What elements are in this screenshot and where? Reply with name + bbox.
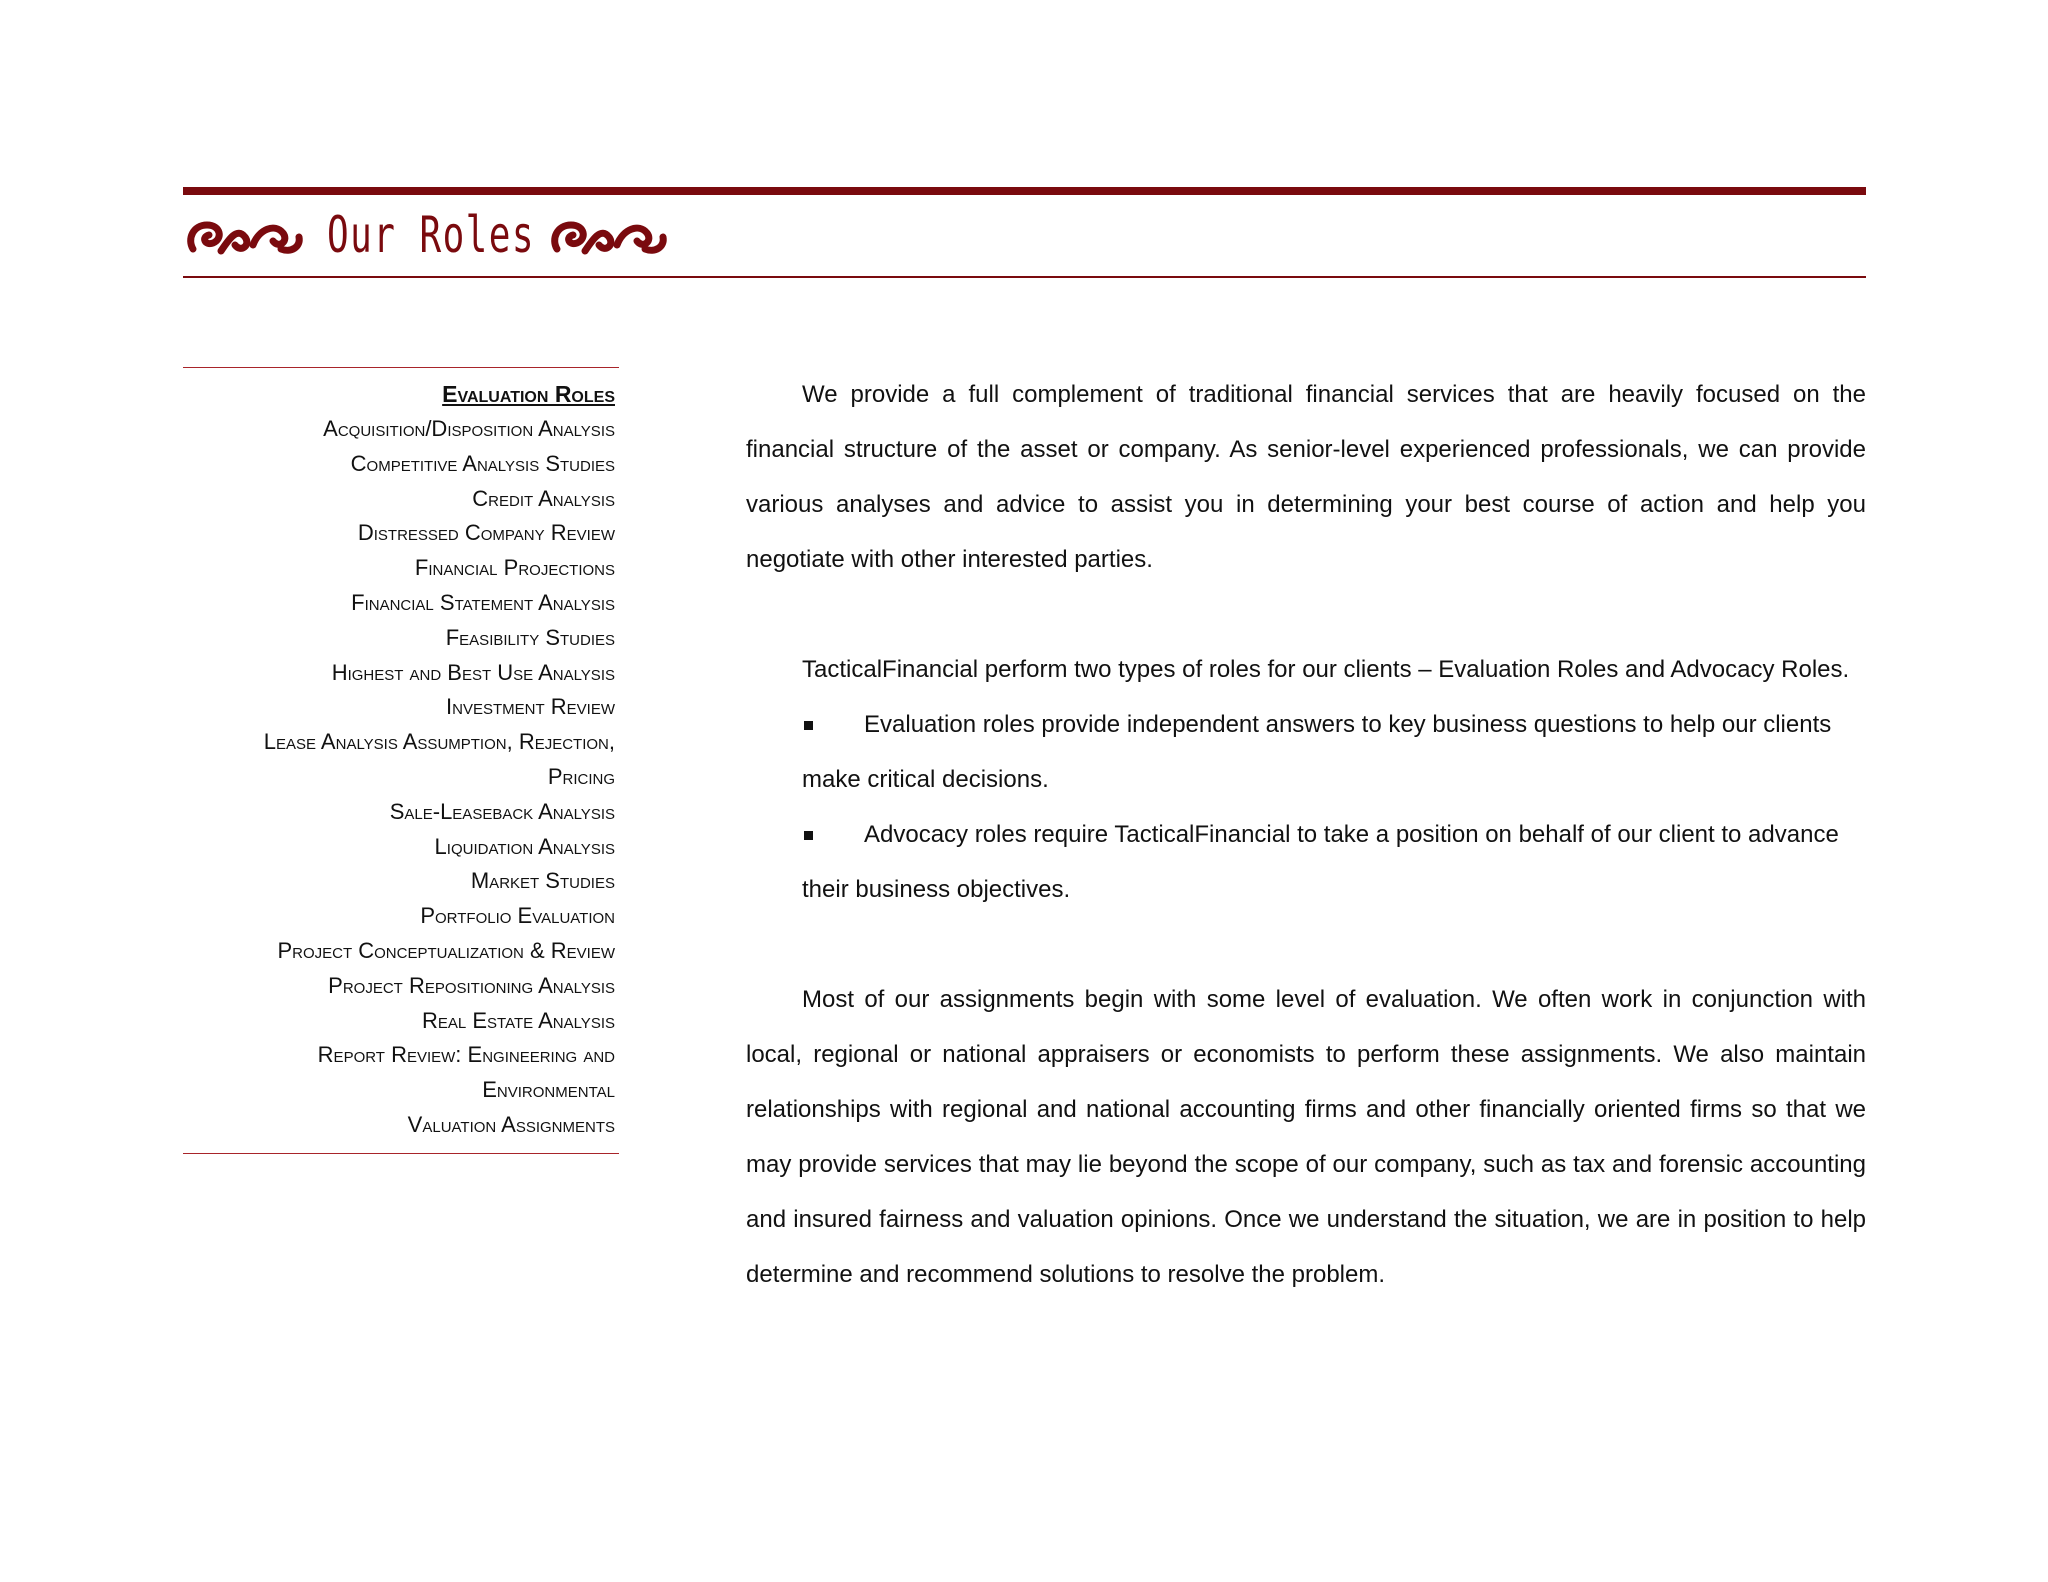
sidebar-item-investment-review: Investment Review [446, 694, 615, 720]
intro-paragraph [746, 367, 1866, 587]
sidebar-item-portfolio-evaluation: Portfolio Evaluation [420, 903, 615, 929]
assignments-paragraph [746, 972, 1866, 1302]
sidebar-item-lease-analysis-cont: Pricing [547, 763, 615, 789]
bullet-icon [804, 721, 813, 730]
sidebar-item-project-conceptualization: Project Conceptualization & Review [277, 937, 615, 963]
bullet-evaluation-roles [746, 697, 1866, 807]
sidebar-item-financial-statement: Financial Statement Analysis [351, 589, 615, 615]
sidebar-list [183, 368, 619, 1153]
left-ornament-icon [183, 209, 309, 261]
sidebar-item-liquidation: Liquidation Analysis [434, 833, 615, 859]
sidebar-item-project-repositioning: Project Repositioning Analysis [328, 972, 615, 998]
sidebar-item-report-review-cont: Environmental [482, 1077, 615, 1103]
sidebar-item-competitive-analysis: Competitive Analysis Studies [350, 450, 615, 476]
bullet-advocacy-roles [746, 807, 1866, 917]
sidebar-item-sale-leaseback: Sale-Leaseback Analysis [389, 798, 615, 824]
assignments-paragraph-text: Most of our assignments begin with some level of evaluation. We often work in conjunction with local, regional or national appraisers or economists to perform these assignments. We also maintain relationships with regional and national accounting firms and other financially oriented firms so that we may provide services that may lie beyond the scope of our company, such as tax and forensic accounting and insured fairness and valuation opinions. Once we understand the situation, we are in position to help determine and recommend solutions to resolve the problem. [746, 986, 1866, 1288]
sidebar-item-feasibility: Feasibility Studies [445, 624, 615, 650]
sidebar-item-lease-analysis: Lease Analysis Assumption, Rejection, [263, 729, 615, 755]
sidebar-item-highest-best-use: Highest and Best Use Analysis [331, 659, 615, 685]
sidebar-bottom-rule [183, 1153, 619, 1154]
header-bottom-rule [183, 276, 1866, 278]
sidebar-heading: Evaluation Roles [442, 381, 615, 407]
main-content [746, 367, 1866, 1302]
evaluation-roles-sidebar [183, 367, 619, 1154]
bullet-text: Evaluation roles provide independent answers to key business questions to help our clients make critical decisions. [802, 711, 1832, 793]
page-header [183, 200, 673, 270]
sidebar-item-market-studies: Market Studies [470, 868, 615, 894]
sidebar-item-valuation-assignments: Valuation Assignments [407, 1111, 615, 1137]
sidebar-item-distressed-company: Distressed Company Review [357, 520, 615, 546]
page-title: Our Roles [327, 206, 536, 264]
sidebar-item-real-estate: Real Estate Analysis [422, 1007, 615, 1033]
bullet-icon [804, 831, 813, 840]
header-top-rule [183, 187, 1866, 195]
bullet-text: Advocacy roles require TacticalFinancial to take a position on behalf of our client to advance their business objectives. [802, 821, 1839, 903]
sidebar-item-acquisition-disposition: Acquisition/Disposition Analysis [323, 416, 615, 441]
sidebar-item-credit-analysis: Credit Analysis [472, 485, 615, 511]
intro-paragraph-text: We provide a full complement of traditional financial services that are heavily focused on the financial structure of the asset or company. As senior-level experienced professionals, we can provide various analyses and advice to assist you in determining your best course of action and help you negotiate with other interested parties. [746, 381, 1866, 573]
sidebar-item-financial-projections: Financial Projections [414, 555, 615, 581]
right-ornament-icon [547, 209, 673, 261]
roles-intro: TacticalFinancial perform two types of roles for our clients – Evaluation Roles and Advocacy Roles. [802, 656, 1850, 683]
sidebar-item-report-review: Report Review: Engineering and [317, 1042, 615, 1068]
